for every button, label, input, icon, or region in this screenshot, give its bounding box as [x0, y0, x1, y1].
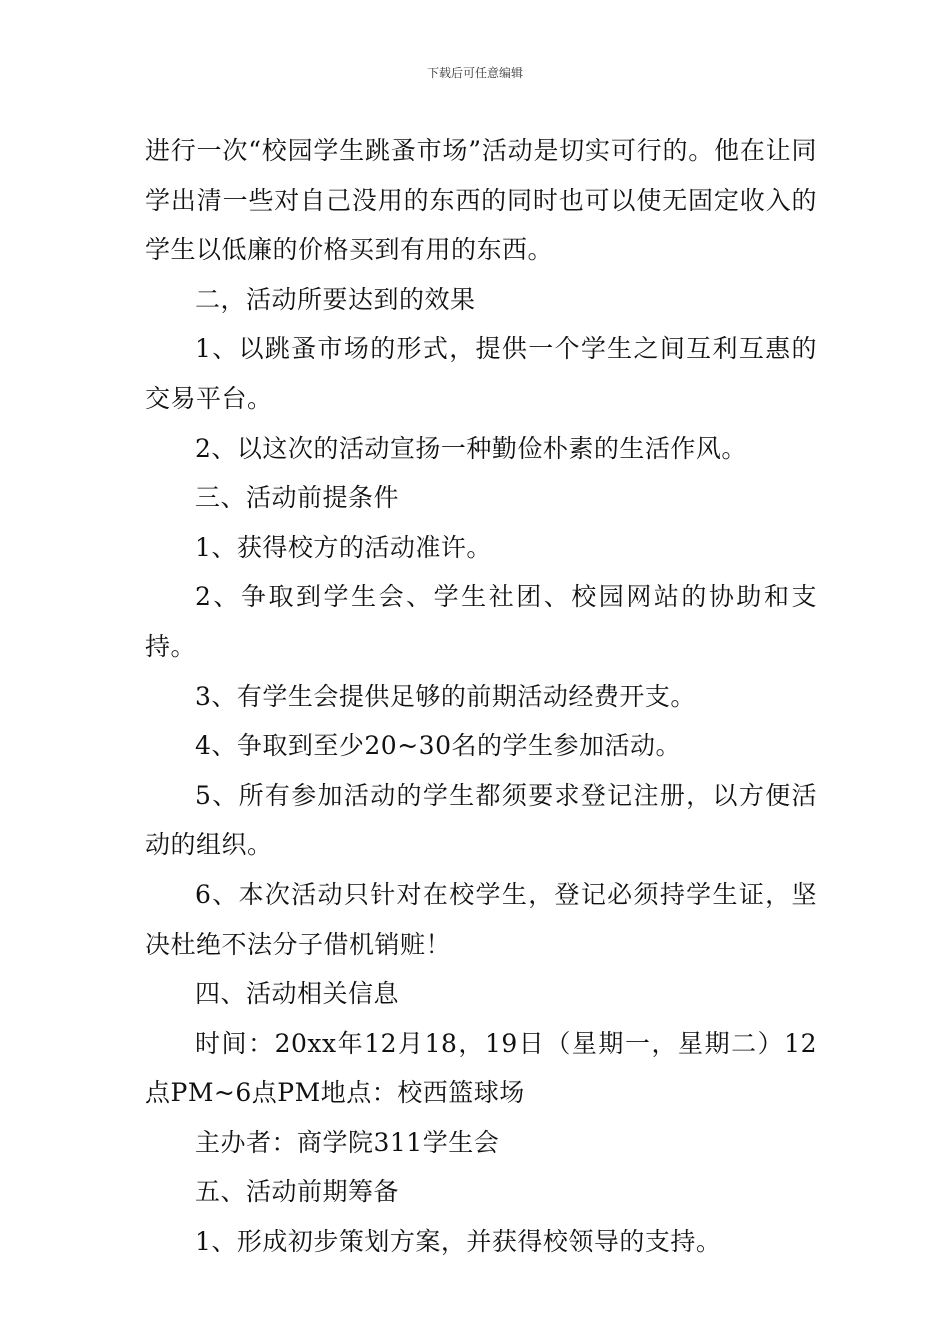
section-heading-goals: 二，活动所要达到的效果: [195, 284, 476, 314]
prerequisite-item-2: 2、争取到学生会、学生社团、校园网站的协助和支持。: [145, 582, 817, 661]
goal-item-1: 1、以跳蚤市场的形式，提供一个学生之间互利互惠的交易平台。: [145, 334, 817, 413]
prerequisite-item-3: 3、有学生会提供足够的前期活动经费开支。: [195, 681, 696, 711]
section-heading-info: 四、活动相关信息: [195, 979, 400, 1009]
page-header-note: 下载后可任意编辑: [426, 66, 523, 80]
paragraph-intro-continuation: 进行一次“校园学生跳蚤市场”活动是切实可行的。他在让同学出清一些对自己没用的东西的同时也可以使无固定收入的学生以低廉的价格买到有用的东西。: [145, 136, 817, 265]
goal-item-2: 2、以这次的活动宣扬一种勤俭朴素的生活作风。: [195, 433, 747, 463]
section-heading-prerequisites: 三、活动前提条件: [195, 483, 400, 513]
document-body: [145, 126, 817, 1267]
prerequisite-item-4: 4、争取到至少20~30名的学生参加活动。: [195, 731, 681, 761]
info-organizer: 主办者：商学院311学生会: [195, 1127, 500, 1157]
prerequisite-item-1: 1、获得校方的活动准许。: [195, 532, 492, 562]
preparation-item-1: 1、形成初步策划方案，并获得校领导的支持。: [195, 1227, 722, 1257]
prerequisite-item-5: 5、所有参加活动的学生都须要求登记注册，以方便活动的组织。: [145, 780, 817, 860]
section-heading-preparation: 五、活动前期筹备: [195, 1177, 400, 1207]
info-time-location: 时间：20xx年12月18，19日（星期一，星期二）12点PM~6点PM地点：校西篮球场: [145, 1028, 817, 1108]
prerequisite-item-6: 6、本次活动只针对在校学生，登记必须持学生证，坚决杜绝不法分子借机销赃！: [145, 879, 817, 959]
